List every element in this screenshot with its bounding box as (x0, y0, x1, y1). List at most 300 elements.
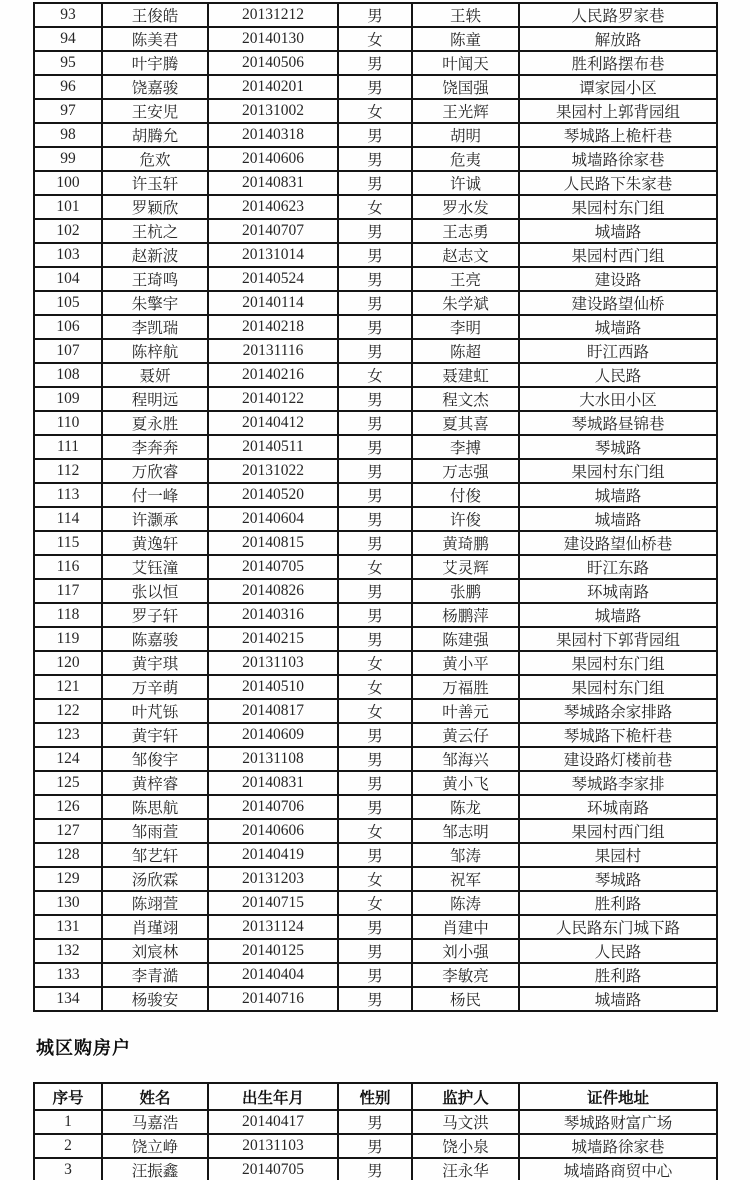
table-cell: 男 (338, 483, 412, 507)
table-cell: 107 (34, 339, 102, 363)
table-cell: 20140831 (208, 771, 338, 795)
table-cell: 程文杰 (412, 387, 519, 411)
table-cell: 20140715 (208, 891, 338, 915)
table-cell: 邹俊宇 (102, 747, 208, 771)
table-cell: 张以恒 (102, 579, 208, 603)
table-cell: 果园村西门组 (519, 243, 717, 267)
table-cell: 男 (338, 579, 412, 603)
table-cell: 111 (34, 435, 102, 459)
table-cell: 汪永华 (412, 1158, 519, 1180)
table-cell: 20140705 (208, 1158, 338, 1180)
table-cell: 男 (338, 291, 412, 315)
table-cell: 邹涛 (412, 843, 519, 867)
table-cell: 20131103 (208, 1134, 338, 1158)
table-cell: 20140524 (208, 267, 338, 291)
table-row (34, 987, 717, 1011)
table-cell: 男 (338, 411, 412, 435)
table-cell: 果园村东门组 (519, 651, 717, 675)
table-cell: 99 (34, 147, 102, 171)
table-cell: 刘宸林 (102, 939, 208, 963)
table-row (34, 27, 717, 51)
table-cell: 105 (34, 291, 102, 315)
table-cell: 97 (34, 99, 102, 123)
table-cell: 20140216 (208, 363, 338, 387)
table-cell: 琴城路李家排 (519, 771, 717, 795)
table-cell: 琴城路余家排路 (519, 699, 717, 723)
table-cell: 饶嘉骏 (102, 75, 208, 99)
table-cell: 女 (338, 363, 412, 387)
table-cell: 女 (338, 699, 412, 723)
table-cell: 胜利路 (519, 963, 717, 987)
table-cell: 叶宇腾 (102, 51, 208, 75)
table-cell: 黄宇轩 (102, 723, 208, 747)
col-header-index: 序号 (34, 1083, 102, 1110)
table-cell: 男 (338, 1110, 412, 1134)
table-cell: 果园村东门组 (519, 675, 717, 699)
table-row (34, 483, 717, 507)
table-cell: 男 (338, 435, 412, 459)
table-cell: 城墙路 (519, 507, 717, 531)
table-row (34, 339, 717, 363)
table-cell: 男 (338, 243, 412, 267)
table-cell: 20140826 (208, 579, 338, 603)
table-row (34, 603, 717, 627)
table-cell: 李搏 (412, 435, 519, 459)
table-row (34, 843, 717, 867)
table-cell: 万辛萌 (102, 675, 208, 699)
table-cell: 果园村 (519, 843, 717, 867)
table-cell: 李青澔 (102, 963, 208, 987)
table-cell: 124 (34, 747, 102, 771)
table-row (34, 891, 717, 915)
table-cell: 马文洪 (412, 1110, 519, 1134)
table-cell: 男 (338, 267, 412, 291)
table-cell: 祝军 (412, 867, 519, 891)
table-cell: 陈梓航 (102, 339, 208, 363)
table-cell: 建设路望仙桥巷 (519, 531, 717, 555)
table-cell: 133 (34, 963, 102, 987)
table-cell: 20140318 (208, 123, 338, 147)
table-cell: 城墙路 (519, 219, 717, 243)
table-cell: 女 (338, 27, 412, 51)
table-cell: 饶小泉 (412, 1134, 519, 1158)
table-cell: 刘小强 (412, 939, 519, 963)
table-cell: 杨鹏萍 (412, 603, 519, 627)
table-cell: 120 (34, 651, 102, 675)
table-cell: 夏其喜 (412, 411, 519, 435)
table-row (34, 243, 717, 267)
table-cell: 李敏亮 (412, 963, 519, 987)
table-cell: 琴城路上桅杆巷 (519, 123, 717, 147)
table-row (34, 123, 717, 147)
table-cell: 叶芃铄 (102, 699, 208, 723)
table-cell: 男 (338, 627, 412, 651)
table-cell: 杨骏安 (102, 987, 208, 1011)
col-header-guardian: 监护人 (412, 1083, 519, 1110)
table-row (34, 51, 717, 75)
table-row (34, 435, 717, 459)
table-cell: 肖瑾翊 (102, 915, 208, 939)
table-cell: 男 (338, 1158, 412, 1180)
table-row (34, 723, 717, 747)
table-cell: 黄小飞 (412, 771, 519, 795)
table-row (34, 411, 717, 435)
table-cell: 112 (34, 459, 102, 483)
table-cell: 男 (338, 1134, 412, 1158)
table-cell: 103 (34, 243, 102, 267)
table-row (34, 171, 717, 195)
table-cell: 许俊 (412, 507, 519, 531)
table-cell: 男 (338, 147, 412, 171)
table-cell: 20131212 (208, 3, 338, 27)
table-cell: 134 (34, 987, 102, 1011)
table-cell: 解放路 (519, 27, 717, 51)
table-cell: 男 (338, 459, 412, 483)
table-cell: 20140122 (208, 387, 338, 411)
table-cell: 98 (34, 123, 102, 147)
home-buyers-table (33, 1082, 718, 1180)
table-row (34, 507, 717, 531)
table-row (34, 1110, 717, 1134)
table-cell: 20140218 (208, 315, 338, 339)
table-cell: 男 (338, 507, 412, 531)
table-row (34, 315, 717, 339)
table-cell: 黄梓睿 (102, 771, 208, 795)
table-cell: 陈翊萱 (102, 891, 208, 915)
table-cell: 1 (34, 1110, 102, 1134)
table-cell: 106 (34, 315, 102, 339)
table-cell: 125 (34, 771, 102, 795)
table-cell: 人民路 (519, 363, 717, 387)
table-row (34, 651, 717, 675)
table-cell: 胡腾允 (102, 123, 208, 147)
table-cell: 男 (338, 75, 412, 99)
table-cell: 93 (34, 3, 102, 27)
table-cell: 男 (338, 843, 412, 867)
table-cell: 104 (34, 267, 102, 291)
table-row (34, 795, 717, 819)
table-cell: 20140125 (208, 939, 338, 963)
table-cell: 女 (338, 195, 412, 219)
table-cell: 20140604 (208, 507, 338, 531)
table-cell: 罗颖欣 (102, 195, 208, 219)
table-cell: 20140412 (208, 411, 338, 435)
table-cell: 20131108 (208, 747, 338, 771)
table-cell: 男 (338, 939, 412, 963)
table-cell: 李奔奔 (102, 435, 208, 459)
table-cell: 聂建虹 (412, 363, 519, 387)
col-header-gender: 性别 (338, 1083, 412, 1110)
table-cell: 人民路东门城下路 (519, 915, 717, 939)
table-cell: 113 (34, 483, 102, 507)
table-row (34, 675, 717, 699)
table-cell: 男 (338, 387, 412, 411)
table-cell: 女 (338, 99, 412, 123)
table-cell: 20140707 (208, 219, 338, 243)
table-cell: 胡明 (412, 123, 519, 147)
table-cell: 20140419 (208, 843, 338, 867)
table-cell: 叶闻天 (412, 51, 519, 75)
table-cell: 王安児 (102, 99, 208, 123)
table-cell: 男 (338, 51, 412, 75)
table-cell: 黄琦鹏 (412, 531, 519, 555)
table-row (34, 459, 717, 483)
table-cell: 饶国强 (412, 75, 519, 99)
table-row (34, 1158, 717, 1180)
table-cell: 女 (338, 819, 412, 843)
table-cell: 果园村上郭背园组 (519, 99, 717, 123)
table-cell: 20140831 (208, 171, 338, 195)
table-cell: 许灏承 (102, 507, 208, 531)
table-row (34, 531, 717, 555)
table-cell: 人民路罗家巷 (519, 3, 717, 27)
table-cell: 危欢 (102, 147, 208, 171)
table-row (34, 267, 717, 291)
col-header-birth: 出生年月 (208, 1083, 338, 1110)
table-cell: 邹雨萱 (102, 819, 208, 843)
table-cell: 女 (338, 555, 412, 579)
table-cell: 聂妍 (102, 363, 208, 387)
table-cell: 2 (34, 1134, 102, 1158)
table-cell: 饶立峥 (102, 1134, 208, 1158)
table-cell: 20140417 (208, 1110, 338, 1134)
table-cell: 人民路下朱家巷 (519, 171, 717, 195)
table-cell: 万志强 (412, 459, 519, 483)
table-cell: 20140510 (208, 675, 338, 699)
table-cell: 艾灵辉 (412, 555, 519, 579)
table-cell: 陈涛 (412, 891, 519, 915)
table-cell: 琴城路 (519, 435, 717, 459)
table-row (34, 291, 717, 315)
buyers-table-header (34, 1083, 717, 1110)
table-cell: 艾钰潼 (102, 555, 208, 579)
table-cell: 20131203 (208, 867, 338, 891)
table-cell: 赵新波 (102, 243, 208, 267)
table-row (34, 99, 717, 123)
table-row (34, 3, 717, 27)
table-cell: 20131022 (208, 459, 338, 483)
table-cell: 20140623 (208, 195, 338, 219)
table-cell: 果园村西门组 (519, 819, 717, 843)
table-cell: 女 (338, 891, 412, 915)
table-cell: 城墙路 (519, 315, 717, 339)
table-cell: 琴城路 (519, 867, 717, 891)
table-cell: 20140511 (208, 435, 338, 459)
table-cell: 王俊皓 (102, 3, 208, 27)
table-cell: 20131103 (208, 651, 338, 675)
table-cell: 谭家园小区 (519, 75, 717, 99)
table-cell: 胜利路 (519, 891, 717, 915)
table-cell: 朱学斌 (412, 291, 519, 315)
table-cell: 邹志明 (412, 819, 519, 843)
table-row (34, 195, 717, 219)
table-cell: 胜利路摆布巷 (519, 51, 717, 75)
col-header-address: 证件地址 (519, 1083, 717, 1110)
table-cell: 20140815 (208, 531, 338, 555)
table-cell: 杨民 (412, 987, 519, 1011)
table-cell: 危夷 (412, 147, 519, 171)
table-cell: 叶善元 (412, 699, 519, 723)
table-cell: 20131116 (208, 339, 338, 363)
table-cell: 男 (338, 771, 412, 795)
table-row (34, 915, 717, 939)
table-cell: 128 (34, 843, 102, 867)
roster-table-body (34, 3, 717, 1011)
table-cell: 果园村下郭背园组 (519, 627, 717, 651)
table-cell: 119 (34, 627, 102, 651)
table-cell: 汪振鑫 (102, 1158, 208, 1180)
table-cell: 陈超 (412, 339, 519, 363)
table-cell: 琴城路财富广场 (519, 1110, 717, 1134)
table-cell: 琴城路昼锦巷 (519, 411, 717, 435)
enrollment-roster-table (33, 2, 718, 1012)
table-cell: 118 (34, 603, 102, 627)
table-cell: 男 (338, 123, 412, 147)
table-cell: 城墙路 (519, 987, 717, 1011)
table-cell: 20140130 (208, 27, 338, 51)
table-cell: 付一峰 (102, 483, 208, 507)
table-cell: 建设路灯楼前巷 (519, 747, 717, 771)
table-row (34, 867, 717, 891)
table-cell: 男 (338, 987, 412, 1011)
table-cell: 李明 (412, 315, 519, 339)
table-row (34, 699, 717, 723)
table-cell: 20140716 (208, 987, 338, 1011)
table-row (34, 555, 717, 579)
table-cell: 城墙路 (519, 603, 717, 627)
table-cell: 许诚 (412, 171, 519, 195)
table-cell: 男 (338, 315, 412, 339)
table-cell: 城墙路商贸中心 (519, 1158, 717, 1180)
table-cell: 黄逸轩 (102, 531, 208, 555)
table-cell: 20131124 (208, 915, 338, 939)
table-row (34, 627, 717, 651)
table-cell: 万欣睿 (102, 459, 208, 483)
table-cell: 盱江西路 (519, 339, 717, 363)
table-cell: 果园村东门组 (519, 459, 717, 483)
table-cell: 131 (34, 915, 102, 939)
table-row (34, 387, 717, 411)
table-cell: 女 (338, 867, 412, 891)
table-cell: 20140706 (208, 795, 338, 819)
table-row (34, 579, 717, 603)
table-cell: 男 (338, 747, 412, 771)
table-cell: 黄小平 (412, 651, 519, 675)
table-cell: 95 (34, 51, 102, 75)
table-cell: 108 (34, 363, 102, 387)
table-cell: 20140201 (208, 75, 338, 99)
table-cell: 男 (338, 795, 412, 819)
table-cell: 20140606 (208, 147, 338, 171)
table-cell: 114 (34, 507, 102, 531)
table-cell: 男 (338, 603, 412, 627)
table-cell: 20140215 (208, 627, 338, 651)
table-cell: 20140520 (208, 483, 338, 507)
table-cell: 马嘉浩 (102, 1110, 208, 1134)
table-cell: 果园村东门组 (519, 195, 717, 219)
table-cell: 黄云仔 (412, 723, 519, 747)
table-row (34, 747, 717, 771)
table-cell: 王杭之 (102, 219, 208, 243)
table-cell: 建设路 (519, 267, 717, 291)
table-cell: 肖建中 (412, 915, 519, 939)
table-cell: 94 (34, 27, 102, 51)
table-cell: 夏永胜 (102, 411, 208, 435)
table-cell: 20140316 (208, 603, 338, 627)
table-cell: 男 (338, 723, 412, 747)
table-cell: 汤欣霖 (102, 867, 208, 891)
table-row (34, 819, 717, 843)
table-cell: 男 (338, 963, 412, 987)
table-cell: 126 (34, 795, 102, 819)
table-cell: 王亮 (412, 267, 519, 291)
table-cell: 陈龙 (412, 795, 519, 819)
table-row (34, 75, 717, 99)
table-cell: 20140404 (208, 963, 338, 987)
table-row (34, 1134, 717, 1158)
table-cell: 132 (34, 939, 102, 963)
section-heading: 城区购房户 (36, 1038, 131, 1058)
table-row (34, 939, 717, 963)
table-cell: 20131014 (208, 243, 338, 267)
table-cell: 102 (34, 219, 102, 243)
table-cell: 王光辉 (412, 99, 519, 123)
table-cell: 赵志文 (412, 243, 519, 267)
table-cell: 大水田小区 (519, 387, 717, 411)
table-cell: 陈美君 (102, 27, 208, 51)
table-cell: 129 (34, 867, 102, 891)
table-cell: 黄宇琪 (102, 651, 208, 675)
table-cell: 女 (338, 675, 412, 699)
table-cell: 116 (34, 555, 102, 579)
table-row (34, 219, 717, 243)
table-cell: 男 (338, 915, 412, 939)
table-cell: 117 (34, 579, 102, 603)
table-cell: 陈建强 (412, 627, 519, 651)
header-row (34, 1083, 717, 1110)
table-cell: 20140606 (208, 819, 338, 843)
table-cell: 20140114 (208, 291, 338, 315)
table-cell: 20140705 (208, 555, 338, 579)
table-cell: 许玉轩 (102, 171, 208, 195)
table-cell: 琴城路下桅杆巷 (519, 723, 717, 747)
table-cell: 20140609 (208, 723, 338, 747)
table-cell: 127 (34, 819, 102, 843)
table-cell: 城墙路徐家巷 (519, 1134, 717, 1158)
table-cell: 男 (338, 219, 412, 243)
col-header-name: 姓名 (102, 1083, 208, 1110)
table-cell: 邹艺轩 (102, 843, 208, 867)
table-cell: 20140506 (208, 51, 338, 75)
table-cell: 邹海兴 (412, 747, 519, 771)
table-cell: 130 (34, 891, 102, 915)
table-cell: 女 (338, 651, 412, 675)
table-row (34, 147, 717, 171)
table-cell: 101 (34, 195, 102, 219)
table-cell: 王琦鸣 (102, 267, 208, 291)
table-cell: 环城南路 (519, 579, 717, 603)
table-cell: 110 (34, 411, 102, 435)
table-cell: 建设路望仙桥 (519, 291, 717, 315)
buyers-table-body (34, 1110, 717, 1180)
table-cell: 男 (338, 339, 412, 363)
table-cell: 罗子轩 (102, 603, 208, 627)
table-cell: 李凯瑞 (102, 315, 208, 339)
table-cell: 张鹏 (412, 579, 519, 603)
table-cell: 万福胜 (412, 675, 519, 699)
table-cell: 罗水发 (412, 195, 519, 219)
table-cell: 115 (34, 531, 102, 555)
